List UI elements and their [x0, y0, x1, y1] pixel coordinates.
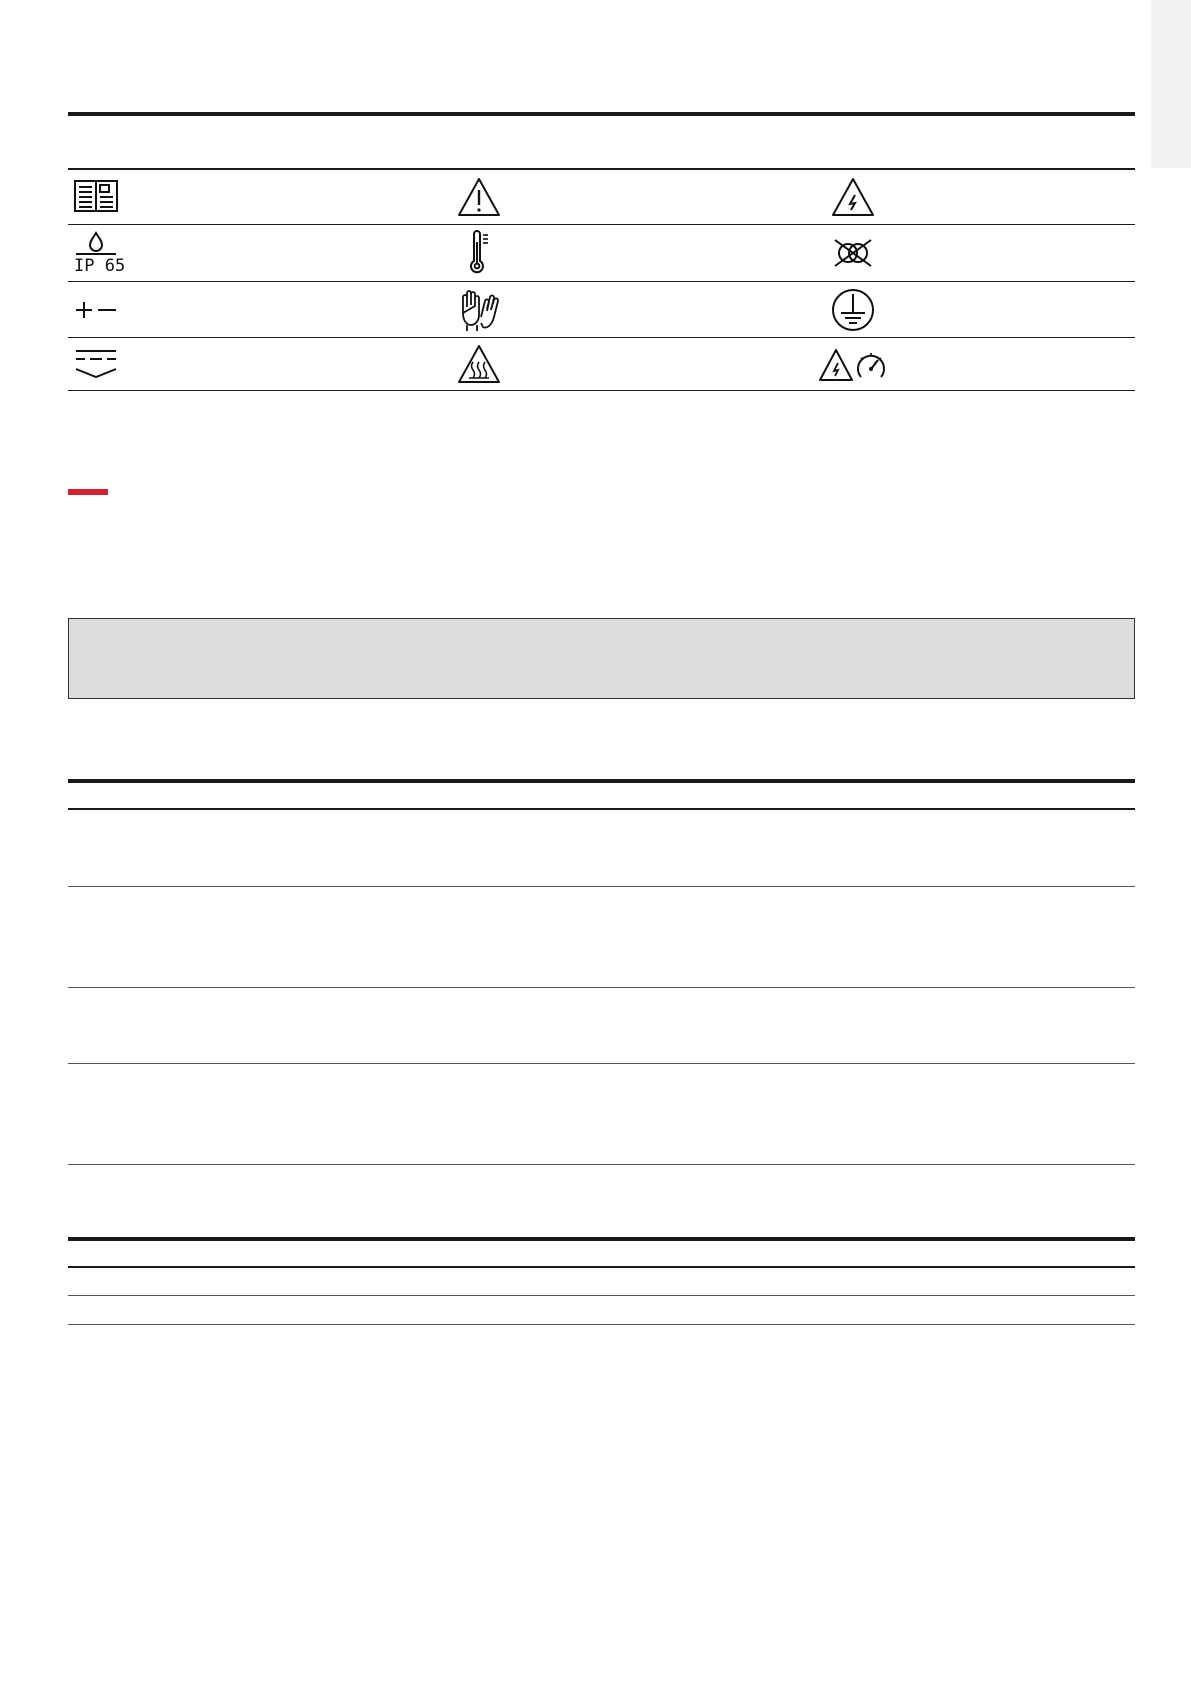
ip65-label: IP 65 [74, 256, 126, 276]
table-header-rule [68, 808, 1135, 810]
symbols-cell [779, 282, 1135, 337]
symbols-cell [779, 170, 1135, 224]
table-row-divider [68, 987, 1135, 988]
symbols-row [68, 170, 1135, 225]
table2-row-divider [68, 1324, 1135, 1325]
table-row-divider [68, 886, 1135, 887]
note-box [68, 618, 1135, 699]
table-rule-top [68, 779, 1135, 783]
symbols-row [68, 225, 1135, 282]
side-tab [1151, 0, 1191, 168]
electric-hazard-pressure-icon [57, 344, 887, 384]
electric-hazard-icon [69, 177, 875, 217]
protective-earth-icon [69, 287, 875, 333]
symbols-row [68, 338, 1135, 391]
section-accent-bar [68, 489, 108, 495]
symbols-cell [779, 338, 1135, 390]
table2-row-divider [68, 1295, 1135, 1296]
symbols-row [68, 282, 1135, 338]
table2-rule-top [68, 1237, 1135, 1241]
table2-header-rule [68, 1266, 1135, 1268]
table-row-divider [68, 1063, 1135, 1064]
table-row-divider [68, 1164, 1135, 1165]
no-incandescent-lamp-icon [69, 230, 875, 276]
symbols-cell [779, 225, 1135, 281]
symbols-table [68, 168, 1135, 391]
section-rule-top [68, 112, 1135, 116]
